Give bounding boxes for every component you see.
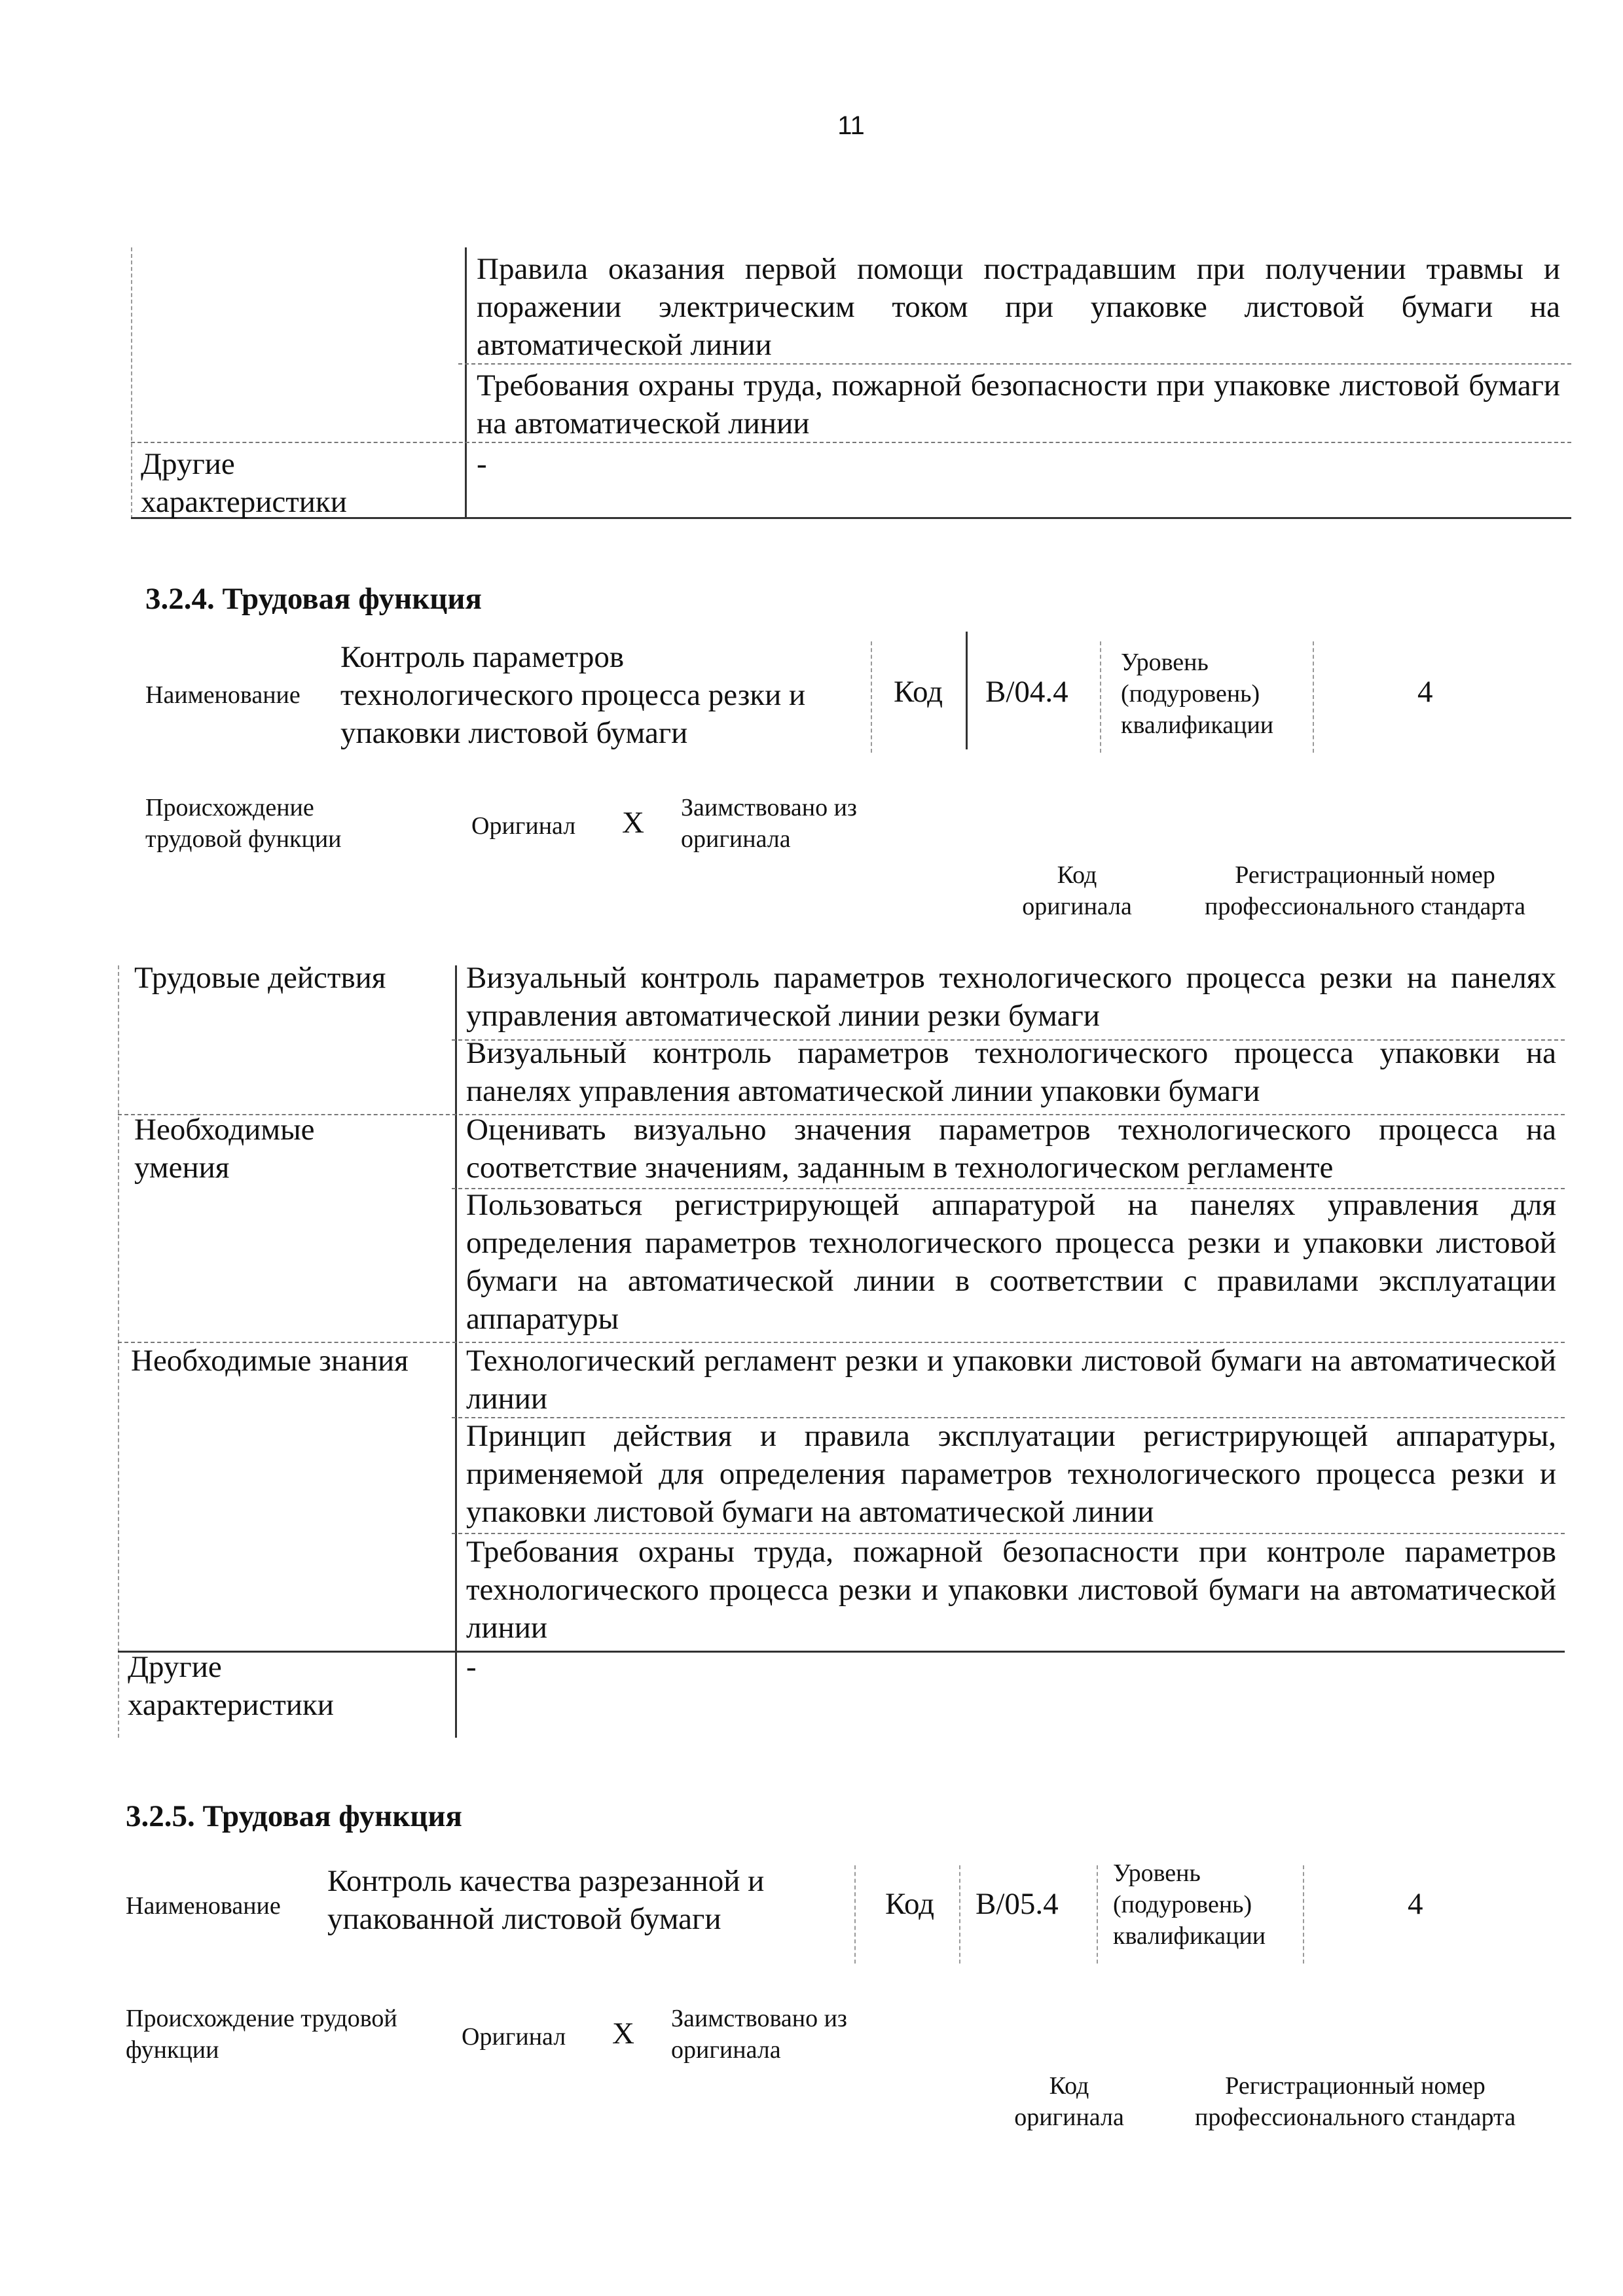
section-heading: 3.2.5. Трудовая функция	[126, 1799, 462, 1833]
function-name: Контроль качества разрезанной и упакованной листовой бумаги	[327, 1864, 765, 1936]
borrowed-label: Заимствовано из оригинала	[681, 794, 857, 853]
original-mark: X	[622, 806, 644, 840]
row-label-knowledge: Необходимые знания	[131, 1344, 409, 1378]
table-item: Визуальный контроль параметров технологического процесса упаковки на панелях управления автоматической линии упаковки бумаги	[466, 1036, 1556, 1108]
table-item: Пользоваться регистрирующей аппаратурой на панелях управления для определения параметров технологического процесса резки и упаковки листовой бумаги на автоматической линии в соответствии с правилами эксплуатации аппаратуры	[466, 1188, 1556, 1336]
original-mark: X	[612, 2017, 634, 2051]
original-label: Оригинал	[471, 812, 576, 840]
borrowed-label: Заимствовано из оригинала	[671, 2005, 847, 2064]
name-label: Наименование	[126, 1892, 281, 1920]
code-value: B/05.4	[976, 1887, 1059, 1921]
table-item: -	[466, 1650, 477, 1684]
row-label-actions: Трудовые действия	[134, 961, 386, 995]
table-item: Визуальный контроль параметров технологического процесса резки на панелях управления автоматической линии резки бумаги	[466, 961, 1556, 1033]
function-name: Контроль параметров технологического процесса резки и упаковки листовой бумаги	[340, 640, 806, 750]
top-table-item: Правила оказания первой помощи пострадавшим при получении травмы и поражении электрическим током при упаковке листовой бумаги на автоматической линии	[477, 252, 1560, 362]
top-table-item: Требования охраны труда, пожарной безопасности при упаковке листовой бумаги на автоматической линии	[477, 368, 1560, 440]
section-heading: 3.2.4. Трудовая функция	[145, 582, 482, 616]
row-label-skills: Необходимые умения	[134, 1113, 315, 1185]
level-label: Уровень (подуровень) квалификации	[1113, 1859, 1266, 1950]
table-item: Технологический регламент резки и упаковки листовой бумаги на автоматической линии	[466, 1344, 1556, 1416]
page-number: 11	[837, 111, 865, 140]
code-original-label: Код оригинала	[1014, 2072, 1124, 2131]
top-table-item: -	[477, 447, 487, 481]
code-label: Код	[894, 675, 943, 709]
row-label-other: Другие характеристики	[128, 1650, 334, 1722]
origin-label: Происхождение трудовой функции	[145, 794, 342, 853]
code-label: Код	[885, 1887, 935, 1921]
code-original-label: Код оригинала	[1022, 861, 1132, 920]
original-label: Оригинал	[462, 2023, 566, 2051]
level-label: Уровень (подуровень) квалификации	[1121, 649, 1274, 739]
origin-label: Происхождение трудовой функции	[126, 2005, 397, 2064]
name-label: Наименование	[145, 681, 301, 709]
reg-number-label: Регистрационный номер профессионального стандарта	[1195, 2072, 1516, 2131]
table-item: Требования охраны труда, пожарной безопасности при контроле параметров технологического процесса резки и упаковки листовой бумаги на автоматической линии	[466, 1535, 1556, 1645]
level-value: 4	[1417, 675, 1433, 709]
level-value: 4	[1408, 1887, 1423, 1921]
code-value: B/04.4	[985, 675, 1068, 709]
table-item: Оценивать визуально значения параметров технологического процесса на соответствие значениям, заданным в технологическом регламенте	[466, 1113, 1556, 1185]
reg-number-label: Регистрационный номер профессионального стандарта	[1205, 861, 1525, 920]
top-table-label: Другие характеристики	[141, 447, 347, 519]
table-item: Принцип действия и правила эксплуатации регистрирующей аппаратуры, применяемой для определения параметров технологического процесса резки и упаковки листовой бумаги на автоматической линии	[466, 1419, 1556, 1529]
